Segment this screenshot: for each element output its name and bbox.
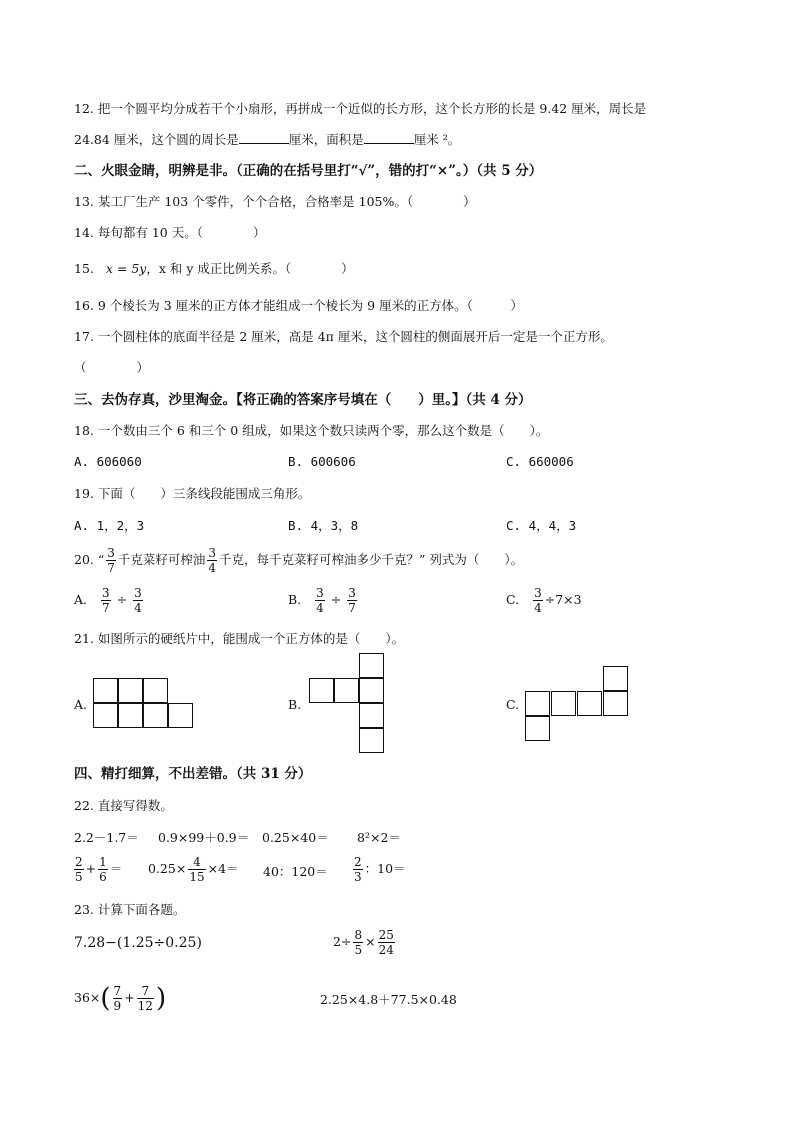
q17-line1: 17. 一个圆柱体的底面半径是 2 厘米，高是 4π 厘米，这个圆柱的侧面展开后一定是一个正方形。 xyxy=(74,329,613,344)
q20-option-b[interactable]: B. $\frac{3}{4}$ ÷ $\frac{3}{7}$ xyxy=(288,586,356,615)
q21-option-a-label[interactable]: A. xyxy=(74,697,88,712)
q18-stem: 18. 一个数由三个 6 和三个 0 组成，如果这个数只读两个零，那么这个数是（ ）。 xyxy=(74,423,549,438)
q20-text-pre: 20. “ xyxy=(74,552,105,567)
cube-net-a[interactable] xyxy=(93,678,197,731)
section-4-heading: 四、精打细算，不出差错。（共 31 分） xyxy=(74,766,312,782)
q14: 14. 每旬都有 10 天。（ ） xyxy=(74,225,266,240)
q22-item-6: 0.25× $\frac{4}{15}$ ×4＝ xyxy=(148,855,239,884)
q23-expr-2: 2÷ $\frac{8}{5}$ × $\frac{25}{24}$ xyxy=(333,928,394,957)
q22-item-8: $\frac{2}{3}$ ：10＝ xyxy=(354,855,406,884)
q19-option-c[interactable]: C. 4，4，3 xyxy=(506,518,577,533)
q18-option-c[interactable]: C. 660006 xyxy=(506,454,574,469)
q20-text-post: 千克，每千克菜籽可榨油多少千克？” 列式为（ ）。 xyxy=(219,552,524,567)
q22-item-2: 0.9×99＋0.9＝ xyxy=(158,830,250,845)
q19-option-b[interactable]: B. 4，3，8 xyxy=(288,518,359,533)
cube-net-c[interactable] xyxy=(525,666,629,744)
q23-expr-4: 2.25×4.8＋77.5×0.48 xyxy=(320,992,457,1007)
q22-item-5: $\frac{2}{5}$ + $\frac{1}{6}$ ＝ xyxy=(75,855,123,884)
q12-text-b: 厘米，面积是 xyxy=(288,132,364,147)
q20-text-mid: 千克菜籽可榨油 xyxy=(117,552,206,567)
answer-blank-circumference[interactable] xyxy=(239,131,289,144)
q22-item-4: 8²×2＝ xyxy=(357,830,401,845)
q12-line1: 12. 把一个圆平均分成若干个小扇形，再拼成一个近似的长方形，这个长方形的长是 9.42 厘米，周长是 xyxy=(74,101,647,116)
q20-stem xyxy=(74,543,523,577)
q12-text-a: 24.84 厘米，这个圆的周长是 xyxy=(74,132,239,147)
q15-number: 15. xyxy=(74,261,94,276)
q15-formula: x = 5y xyxy=(105,261,147,276)
q19-option-a[interactable]: A. 1，2，3 xyxy=(74,518,145,533)
q20-option-a[interactable]: A. $\frac{3}{7}$ ÷ $\frac{3}{4}$ xyxy=(74,586,142,615)
q22-item-3: 0.25×40＝ xyxy=(262,830,329,845)
cube-net-b[interactable] xyxy=(309,653,387,757)
q22-item-7: 40：120＝ xyxy=(263,864,328,879)
q13: 13. 某工厂生产 103 个零件，个个合格，合格率是 105%。（ ） xyxy=(74,194,476,209)
q23-stem: 23. 计算下面各题。 xyxy=(74,902,186,917)
q12-line2 xyxy=(74,131,460,149)
q22-item-1: 2.2－1.7＝ xyxy=(74,830,139,845)
q17-line2: （ ） xyxy=(74,360,150,375)
q19-stem: 19. 下面（ ）三条线段能围成三角形。 xyxy=(74,486,311,501)
q15 xyxy=(74,260,354,278)
q15-text: ，x 和 y 成正比例关系。（ ） xyxy=(146,261,354,276)
q23-expr-3: 36×( $\frac{7}{9}$ + $\frac{7}{12}$ ) xyxy=(74,983,167,1014)
q20-fraction-2: $\frac{3}{4}$ xyxy=(208,546,217,575)
q18-option-b[interactable]: B. 600606 xyxy=(288,454,356,469)
q21-stem: 21. 如图所示的硬纸片中，能围成一个正方体的是（ ）。 xyxy=(74,631,405,646)
q21-option-c-label[interactable]: C. xyxy=(506,697,520,712)
section-2-heading: 二、火眼金睛，明辨是非。（正确的在括号里打“√”，错的打“×”。）（共 5 分） xyxy=(74,163,543,179)
answer-blank-area[interactable] xyxy=(364,131,414,144)
q18-option-a[interactable]: A. 606060 xyxy=(74,454,142,469)
q12-text-c: 厘米 ²。 xyxy=(413,132,461,147)
q21-option-b-label[interactable]: B. xyxy=(288,697,302,712)
q23-expr-1: 7.28−(1.25÷0.25) xyxy=(74,935,202,951)
q20-option-c[interactable]: C. $\frac{3}{4}$ ÷7×3 xyxy=(506,586,582,615)
section-3-heading: 三、去伪存真，沙里淘金。【将正确的答案序号填在（ ）里。】（共 4 分） xyxy=(74,392,532,408)
q20-fraction-1: $\frac{3}{7}$ xyxy=(107,546,115,575)
q16: 16. 9 个棱长为 3 厘米的正方体才能组成一个棱长为 9 厘米的正方体。（ ） xyxy=(74,298,523,313)
q22-stem: 22. 直接写得数。 xyxy=(74,798,173,813)
